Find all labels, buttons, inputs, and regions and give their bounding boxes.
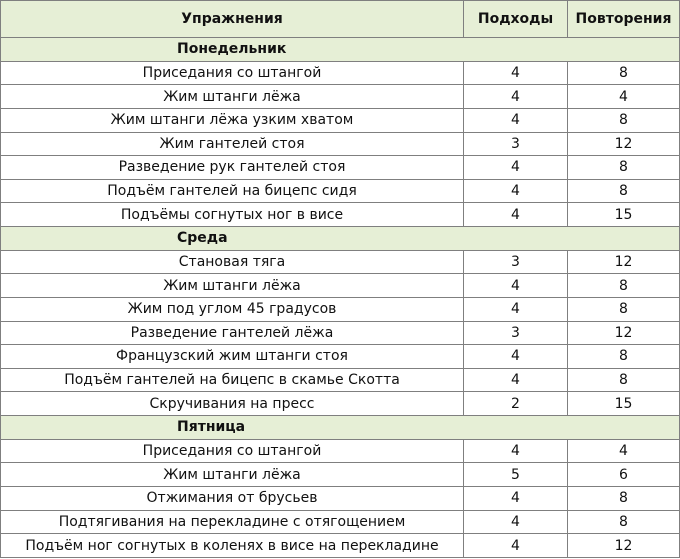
exercise-cell: Разведение рук гантелей стоя bbox=[1, 156, 464, 180]
table-row bbox=[1, 392, 680, 416]
table-row bbox=[1, 108, 680, 132]
table-row bbox=[1, 345, 680, 369]
sets-cell: 4 bbox=[464, 345, 568, 369]
day-section-row bbox=[1, 416, 680, 440]
table-row bbox=[1, 463, 680, 487]
day-section-row bbox=[1, 227, 680, 251]
table-row bbox=[1, 297, 680, 321]
table-row bbox=[1, 534, 680, 558]
table-row bbox=[1, 274, 680, 298]
reps-cell: 15 bbox=[568, 203, 680, 227]
reps-cell: 8 bbox=[568, 108, 680, 132]
table-row bbox=[1, 179, 680, 203]
exercise-cell: Разведение гантелей лёжа bbox=[1, 321, 464, 345]
table-row bbox=[1, 486, 680, 510]
exercise-cell: Подтягивания на перекладине с отягощением bbox=[1, 510, 464, 534]
exercise-cell: Жим штанги лёжа узким хватом bbox=[1, 108, 464, 132]
table-body bbox=[1, 38, 680, 558]
sets-cell: 3 bbox=[464, 250, 568, 274]
exercise-cell: Подъём ног согнутых в коленях в висе на перекладине bbox=[1, 534, 464, 558]
sets-cell: 4 bbox=[464, 439, 568, 463]
sets-cell: 4 bbox=[464, 85, 568, 109]
sets-cell: 4 bbox=[464, 510, 568, 534]
reps-cell: 12 bbox=[568, 250, 680, 274]
sets-cell: 4 bbox=[464, 61, 568, 85]
table-row bbox=[1, 250, 680, 274]
exercise-cell: Отжимания от брусьев bbox=[1, 486, 464, 510]
reps-cell: 8 bbox=[568, 486, 680, 510]
table-row bbox=[1, 203, 680, 227]
sets-cell: 4 bbox=[464, 179, 568, 203]
exercise-cell: Становая тяга bbox=[1, 250, 464, 274]
reps-cell: 8 bbox=[568, 61, 680, 85]
exercise-cell: Жим гантелей стоя bbox=[1, 132, 464, 156]
exercise-cell: Жим под углом 45 градусов bbox=[1, 297, 464, 321]
reps-cell: 12 bbox=[568, 132, 680, 156]
sets-cell: 4 bbox=[464, 274, 568, 298]
sets-cell: 2 bbox=[464, 392, 568, 416]
sets-cell: 4 bbox=[464, 203, 568, 227]
table-header-row bbox=[1, 1, 680, 38]
day-section-row bbox=[1, 38, 680, 62]
reps-cell: 6 bbox=[568, 463, 680, 487]
sets-cell: 4 bbox=[464, 297, 568, 321]
sets-cell: 4 bbox=[464, 108, 568, 132]
exercise-cell: Приседания со штангой bbox=[1, 61, 464, 85]
column-header-exercise: Упражнения bbox=[1, 1, 464, 38]
exercise-cell: Жим штанги лёжа bbox=[1, 463, 464, 487]
sets-cell: 3 bbox=[464, 321, 568, 345]
sets-cell: 3 bbox=[464, 132, 568, 156]
table-row bbox=[1, 510, 680, 534]
column-header-reps: Повторения bbox=[568, 1, 680, 38]
table-row bbox=[1, 85, 680, 109]
sets-cell: 4 bbox=[464, 368, 568, 392]
sets-cell: 4 bbox=[464, 534, 568, 558]
reps-cell: 8 bbox=[568, 345, 680, 369]
table-row bbox=[1, 439, 680, 463]
day-title: Пятница bbox=[1, 416, 680, 440]
reps-cell: 8 bbox=[568, 274, 680, 298]
reps-cell: 12 bbox=[568, 321, 680, 345]
exercise-cell: Подъём гантелей на бицепс сидя bbox=[1, 179, 464, 203]
reps-cell: 4 bbox=[568, 85, 680, 109]
day-title: Среда bbox=[1, 227, 680, 251]
sets-cell: 5 bbox=[464, 463, 568, 487]
reps-cell: 8 bbox=[568, 179, 680, 203]
exercise-cell: Приседания со штангой bbox=[1, 439, 464, 463]
table-row bbox=[1, 321, 680, 345]
table-row bbox=[1, 61, 680, 85]
sets-cell: 4 bbox=[464, 156, 568, 180]
exercise-cell: Скручивания на пресс bbox=[1, 392, 464, 416]
table-row bbox=[1, 132, 680, 156]
day-title: Понедельник bbox=[1, 38, 680, 62]
sets-cell: 4 bbox=[464, 486, 568, 510]
reps-cell: 15 bbox=[568, 392, 680, 416]
reps-cell: 8 bbox=[568, 368, 680, 392]
exercise-cell: Жим штанги лёжа bbox=[1, 274, 464, 298]
column-header-sets: Подходы bbox=[464, 1, 568, 38]
reps-cell: 8 bbox=[568, 297, 680, 321]
exercise-cell: Французский жим штанги стоя bbox=[1, 345, 464, 369]
table-row bbox=[1, 156, 680, 180]
exercise-cell: Подъём гантелей на бицепс в скамье Скотта bbox=[1, 368, 464, 392]
exercise-cell: Жим штанги лёжа bbox=[1, 85, 464, 109]
exercise-cell: Подъёмы согнутых ног в висе bbox=[1, 203, 464, 227]
reps-cell: 12 bbox=[568, 534, 680, 558]
reps-cell: 8 bbox=[568, 156, 680, 180]
reps-cell: 8 bbox=[568, 510, 680, 534]
reps-cell: 4 bbox=[568, 439, 680, 463]
table-row bbox=[1, 368, 680, 392]
